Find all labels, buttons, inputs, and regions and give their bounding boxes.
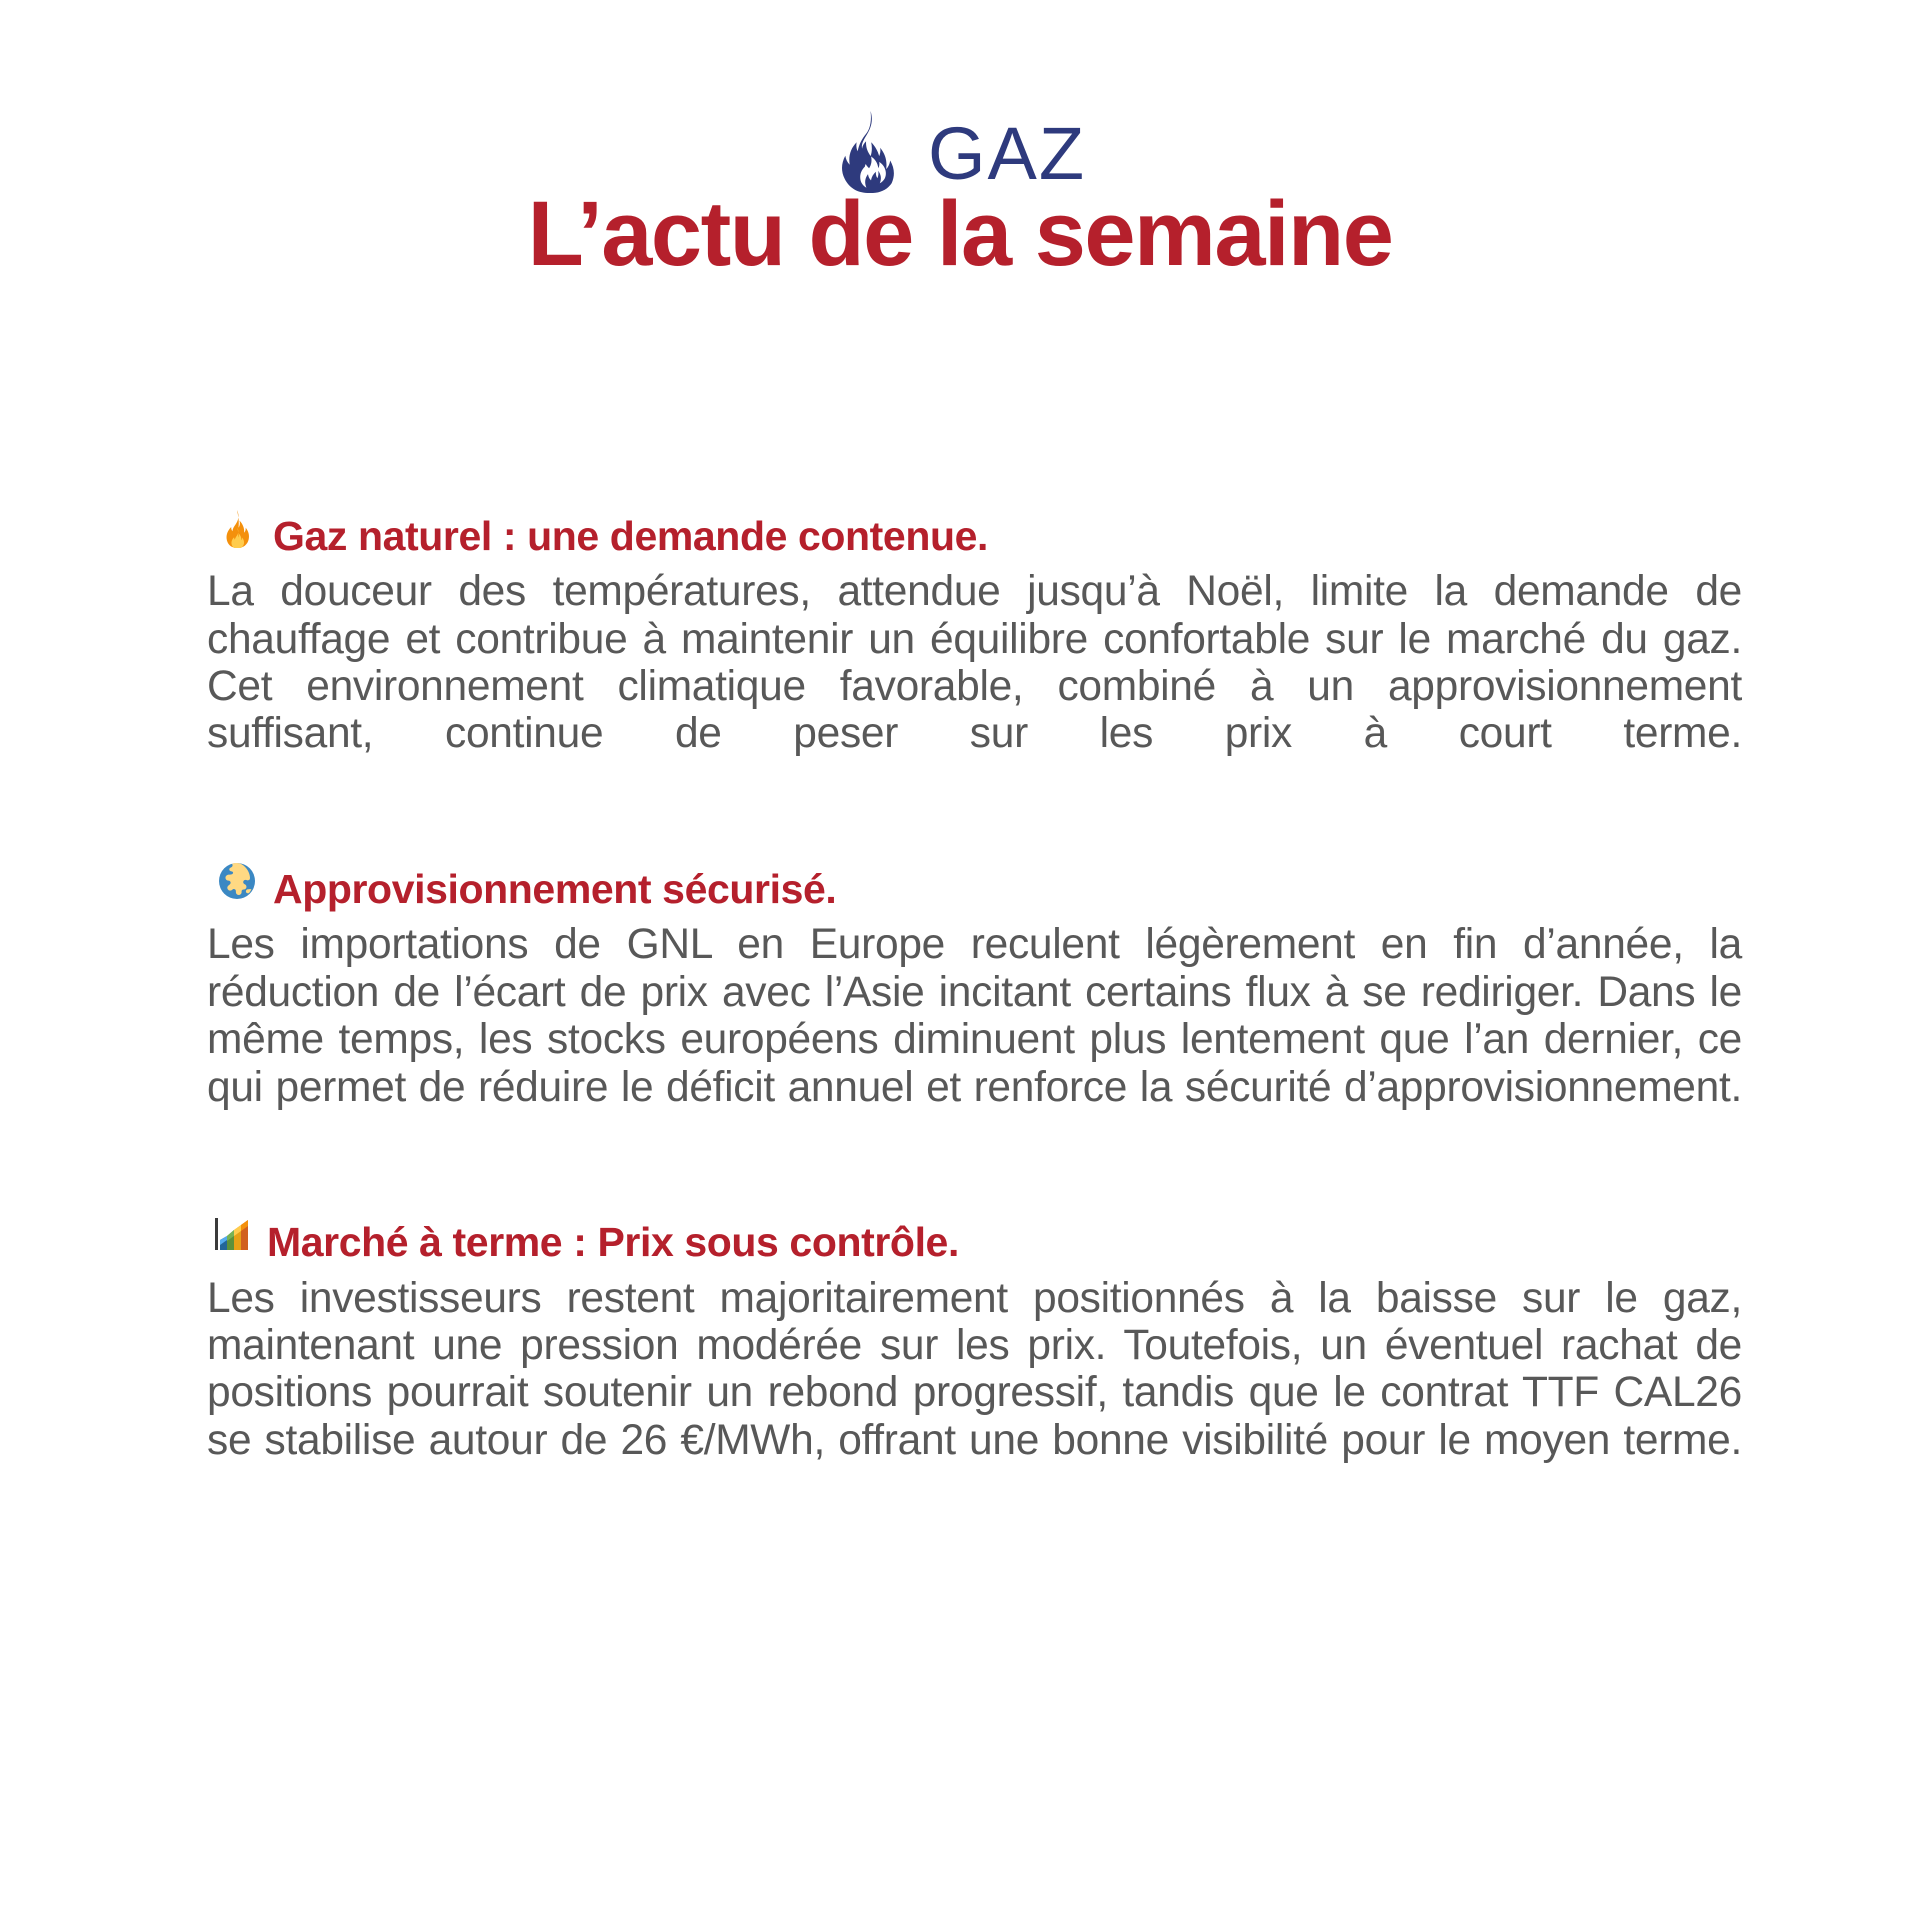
section-body-text: Les investisseurs restent majoritairement positionnés à la baisse sur le gaz, maintenant une pression modérée sur les prix. Toutefois, un éventuel rachat de positions pourrait soutenir un rebond progressif, tandis que le contrat TTF CAL26 se stabilise autour de 26 €/MWh, offrant une bonne visibilité pour le moyen terme. bbox=[207, 1274, 1742, 1464]
article-content bbox=[207, 510, 1742, 1511]
section-heading bbox=[217, 863, 1742, 915]
article-section bbox=[207, 1216, 1742, 1511]
section-heading-text: Approvisionnement sécurisé. bbox=[273, 866, 837, 913]
fire-emoji bbox=[217, 508, 257, 548]
section-body-text: Les importations de GNL en Europe reculent légèrement en fin d’année, la réduction de l’écart de prix avec l’Asie incitant certains flux à se rediriger. Dans le même temps, les stocks européens diminuent plus lentement que l’an dernier, ce qui permet de réduire le déficit annuel et renforce la sécurité d’approvisionnement. bbox=[207, 921, 1742, 1111]
section-heading bbox=[211, 1216, 1742, 1268]
globe-europe-africa-emoji bbox=[217, 861, 257, 901]
brand-logo bbox=[0, 0, 1920, 195]
article-section bbox=[207, 510, 1742, 805]
bar-chart-emoji bbox=[211, 1214, 251, 1254]
brand-name: GAZ bbox=[927, 112, 1087, 195]
article-section bbox=[207, 863, 1742, 1158]
section-heading bbox=[217, 510, 1742, 562]
section-heading-text: Gaz naturel : une demande contenue. bbox=[273, 513, 989, 559]
page-title: L’actu de la semaine bbox=[527, 183, 1393, 285]
section-heading-text: Marché à terme : Prix sous contrôle. bbox=[267, 1219, 959, 1266]
section-body-text: La douceur des températures, attendue jusqu’à Noël, limite la demande de chauffage et contribue à maintenir un équilibre confortable sur le marché du gaz. Cet environnement climatique favorable, combiné à un approvisionnement suffisant, continue de peser sur les prix à court terme. bbox=[207, 568, 1742, 758]
flame-icon bbox=[834, 111, 906, 193]
